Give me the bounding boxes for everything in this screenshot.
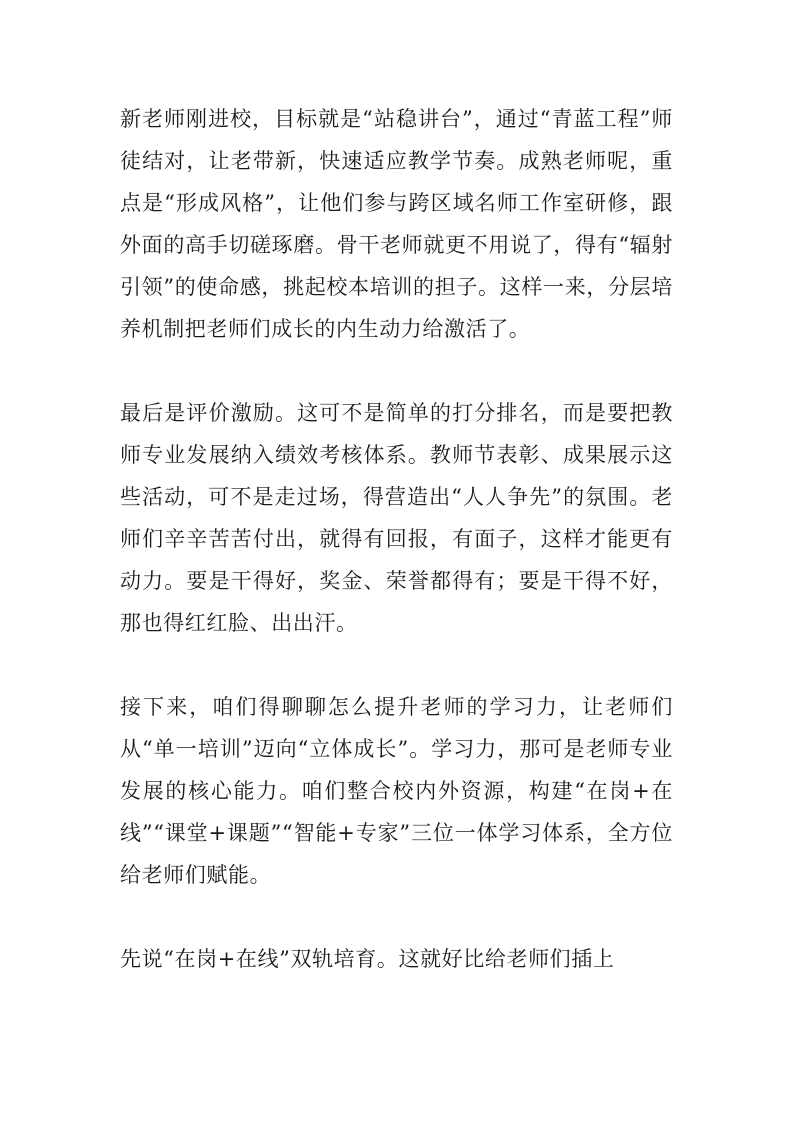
document-body [120, 98, 673, 980]
paragraph-3: 接下来，咱们得聊聊怎么提升老师的学习力，让老师们从“单一培训”迈向“立体成长”。学习力，那可是老师专业发展的核心能力。咱们整合校内外资源，构建“在岗+在线”“课堂+课题”“智能+专家”三位一体学习体系，全方位给老师们赋能。 [120, 695, 673, 887]
paragraph-1: 新老师刚进校，目标就是“站稳讲台”，通过“青蓝工程”师徒结对，让老带新，快速适应教学节奏。成熟老师呢，重点是“形成风格”，让他们参与跨区域名师工作室研修，跟外面的高手切磋琢磨。骨干老师就更不用说了，得有“辐射引领”的使命感，挑起校本培训的担子。这样一来，分层培养机制把老师们成长的内生动力给激活了。 [120, 107, 673, 341]
paragraph-4: 先说“在岗+在线”双轨培育。这就好比给老师们插上 [120, 947, 615, 971]
paragraph-2: 最后是评价激励。这可不是简单的打分排名，而是要把教师专业发展纳入绩效考核体系。教师节表彰、成果展示这些活动，可不是走过场，得营造出“人人争先”的氛围。老师们辛辛苦苦付出，就得有回报，有面子，这样才能更有动力。要是干得好，奖金、荣誉都得有；要是干得不好，那也得红红脸、出出汗。 [120, 401, 673, 635]
